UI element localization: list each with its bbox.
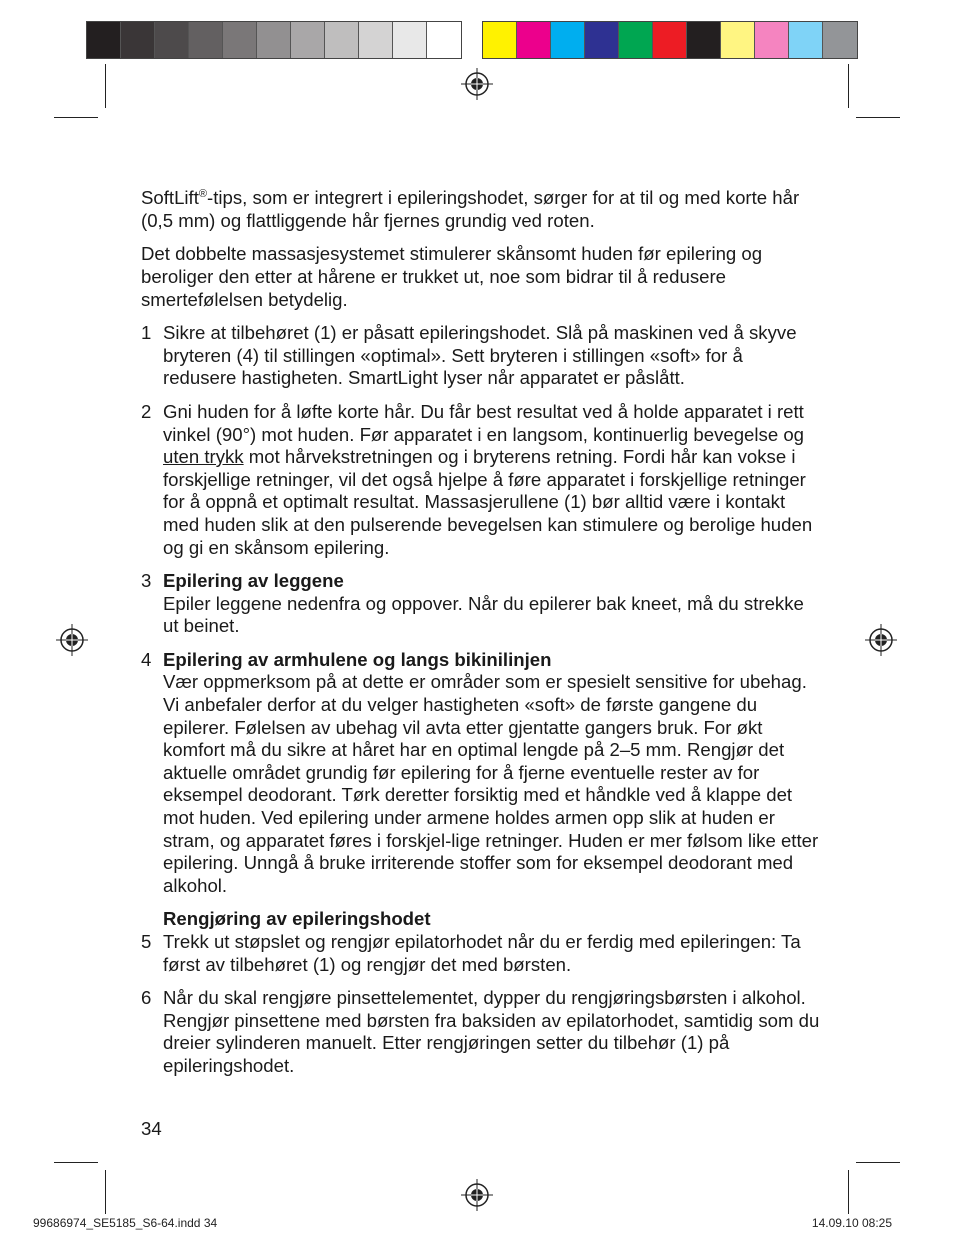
step-number: 2	[141, 400, 152, 422]
step-text: Epiler leggene nedenfra og oppover. Når du epilerer bak kneet, må du strekke ut beinet.	[163, 592, 804, 637]
step-text: Sikre at tilbehøret (1) er påsatt epileringshodet. Slå på maskinen ved å skyve bryteren (4) til stillingen «optimal». Sett bryteren i stillingen «soft» for å redusere hastigheten. SmartLight lyser når apparatet er påslått.	[163, 322, 797, 389]
crop-mark	[856, 117, 900, 118]
color-swatch	[687, 22, 721, 58]
crop-mark	[54, 117, 98, 118]
registered-mark: ®	[198, 188, 207, 200]
color-calibration-bar	[482, 21, 858, 59]
color-swatch	[291, 22, 325, 58]
color-swatch	[721, 22, 755, 58]
crop-mark	[848, 1170, 849, 1214]
color-swatch	[155, 22, 189, 58]
step-number: 5	[141, 931, 152, 952]
crop-mark	[54, 1162, 98, 1163]
step-text: Trekk ut støpslet og rengjør epilatorhodet når du er ferdig med epileringen: Ta først av tilbehøret (1) og rengjør det med børsten.	[163, 931, 801, 975]
color-swatch	[619, 22, 653, 58]
intro-paragraph-softlift	[141, 183, 821, 232]
step-body	[163, 570, 821, 638]
step-number: 4	[141, 648, 152, 670]
step-1	[141, 322, 821, 390]
step-heading: Epilering av leggene	[163, 570, 344, 592]
crop-mark	[848, 64, 849, 108]
page-number: 34	[141, 1118, 162, 1139]
color-swatch	[483, 22, 517, 58]
color-swatch	[325, 22, 359, 58]
section-heading-cleaning: Rengjøring av epileringshodet	[163, 908, 431, 930]
slug-date-info: 14.09.10 08:25	[811, 1216, 892, 1230]
intro-text: SoftLift	[141, 187, 199, 209]
registration-mark-icon	[461, 1179, 493, 1211]
step-text-part: Gni huden for å løfte korte hår. Du får best resultat ved å holde apparatet i rett vinkel (90°) mot huden. Før apparatet i en langsom, kontinuerlig bevegelse og	[163, 400, 805, 445]
step-6	[141, 987, 821, 1077]
color-swatch	[257, 22, 291, 58]
color-swatch	[585, 22, 619, 58]
step-text-part: mot hårvekstretningen og i bryterens retning. Fordi hår kan vokse i forskjellige retninger, vil det også hjelpe å føre apparatet i forskjellige retninger for å oppnå et optimalt resultat. Massasjerullene (1) bør alltid være i kontakt med huden slik at den pulserende bevegelsen kan stimulere og berolige huden og gi en skånsom epilering.	[163, 446, 813, 558]
color-swatch	[427, 22, 461, 58]
registration-mark-icon	[865, 624, 897, 656]
step-body	[163, 649, 821, 898]
step-text: Når du skal rengjøre pinsettelementet, dypper du rengjøringsbørsten i alkohol. Rengjør pinsettene med børsten fra baksiden av epilatorhodet, samtidig som du dreier sylinderen manuelt. Etter rengjøringen setter du tilbehør (1) på epileringshodet.	[163, 987, 820, 1076]
crop-mark	[105, 1170, 106, 1214]
color-swatch	[653, 22, 687, 58]
color-swatch	[789, 22, 823, 58]
slug-file-info: 99686974_SE5185_S6-64.indd 34	[33, 1216, 218, 1230]
color-swatch	[87, 22, 121, 58]
step-text: Vær oppmerksom på at dette er områder som er spesielt sensitive for ubehag. Vi anbefaler derfor at du velger hastigheten «soft» de første gangene du epilerer. Følelsen av ubehag vil avta etter gjentatte gangers bruk. For økt komfort må du sikre at håret har en optimal lengde på 2–5 mm. Rengjør det aktuelle området grundig før epilering for å fjerne eventuelle rester av for eksempel deodorant. Tørk deretter forsiktig med et håndkle ved å klappe det mot huden. Ved epilering under armene holdes armen opp slik at huden er stram, og apparatet føres i forskjel-lige retninger. Huden er mer følsom like etter epilering. Unngå å bruke irriterende stoffer som for eksempel deodorant med alkohol.	[163, 671, 819, 896]
registration-mark-icon	[461, 68, 493, 100]
step-heading: Epilering av armhulene og langs bikinilinjen	[163, 648, 552, 670]
step-number: 3	[141, 570, 152, 592]
intro-paragraph-massage: Det dobbelte massasjesystemet stimulerer skånsomt huden før epilering og beroliger den etter at hårene er trukket ut, noe som bidrar til å redusere smertefølelsen betydelig.	[141, 243, 763, 310]
color-swatch	[551, 22, 585, 58]
step-text	[163, 401, 821, 559]
intro-text: -tips, som er integrert i epileringshodet, sørger for at til og med korte hår (0,5 mm) og flattliggende hår fjernes grundig ved roten.	[141, 187, 800, 231]
color-swatch	[223, 22, 257, 58]
color-swatch	[823, 22, 857, 58]
color-swatch	[755, 22, 789, 58]
color-swatch	[359, 22, 393, 58]
step-3	[141, 570, 821, 638]
crop-mark	[105, 64, 106, 108]
crop-mark	[856, 1162, 900, 1163]
step-number: 6	[141, 987, 152, 1009]
registration-mark-icon	[56, 624, 88, 656]
manual-page-content	[141, 183, 821, 1089]
color-swatch	[393, 22, 427, 58]
emphasis-underline: uten trykk	[163, 446, 244, 468]
step-4	[141, 649, 821, 898]
grayscale-calibration-bar	[86, 21, 462, 59]
color-swatch	[517, 22, 551, 58]
step-2	[141, 401, 821, 559]
color-swatch	[121, 22, 155, 58]
step-5	[141, 931, 821, 976]
color-swatch	[189, 22, 223, 58]
step-number: 1	[141, 322, 152, 344]
